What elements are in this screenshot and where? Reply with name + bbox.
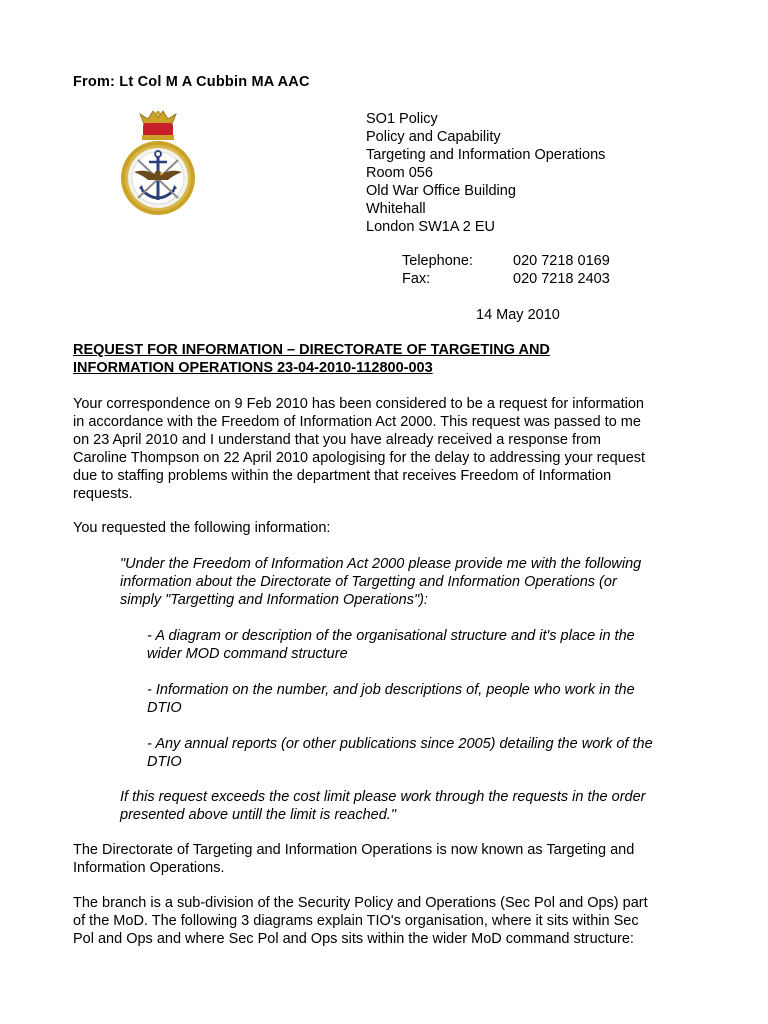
subject-heading [73,341,633,377]
address-line: Policy and Capability [366,129,501,145]
text-line: The Directorate of Targeting and Information Operations is now known as Targeting and [73,842,635,858]
telephone-row [402,252,610,270]
text-line: If this request exceeds the cost limit please work through the requests in the order [120,789,646,805]
text-line: of the MoD. The following 3 diagrams explain TIO's organisation, where it sits within Sec [73,913,639,929]
address-line: Room 056 [366,165,433,181]
from-line: From: Lt Col M A Cubbin MA AAC [73,74,310,90]
paragraph-branch [73,894,703,948]
text-line: presented above untill the limit is reached." [120,807,396,823]
fax-value: 020 7218 2403 [513,271,610,287]
quote-end [120,788,710,824]
text-line: - Information on the number, and job descriptions of, people who work in the [147,682,635,698]
address-line: SO1 Policy [366,111,438,127]
text-line: in accordance with the Freedom of Information Act 2000. This request was passed to me [73,414,641,430]
quote-bullet-2 [147,681,707,717]
text-line: simply "Targetting and Information Operations"): [120,592,428,608]
text-line: The branch is a sub-division of the Security Policy and Operations (Sec Pol and Ops) part [73,895,648,911]
text-line: "Under the Freedom of Information Act 2000 please provide me with the following [120,556,642,572]
address-line: Whitehall [366,201,426,217]
telephone-label: Telephone: [402,253,473,269]
quote-bullet-3 [147,735,707,771]
text-line: requests. [73,486,133,502]
quote-intro [120,555,710,609]
paragraph-renamed [73,841,703,877]
text-line: information about the Directorate of Targetting and Information Operations (or [120,574,617,590]
contact-block [402,252,610,288]
sender-address [366,110,605,236]
telephone-value: 020 7218 0169 [513,253,610,269]
paragraph-intro [73,395,703,503]
text-line: due to staffing problems within the department that receives Freedom of Information [73,468,612,484]
text-line: wider MOD command structure [147,646,348,662]
address-line: Targeting and Information Operations [366,147,606,163]
quote-bullet-1 [147,627,707,663]
text-line: - Any annual reports (or other publications since 2005) detailing the work of the [147,736,653,752]
mod-crest-icon [116,110,200,218]
address-line: Old War Office Building [366,183,516,199]
text-line: Caroline Thompson on 22 April 2010 apologising for the delay to addressing your request [73,450,646,466]
text-line: DTIO [147,754,182,770]
letter-date: 14 May 2010 [476,307,560,323]
subject-line: INFORMATION OPERATIONS 23-04-2010-112800-003 [73,360,433,376]
text-line: Your correspondence on 9 Feb 2010 has been considered to be a request for information [73,396,644,412]
address-line: London SW1A 2 EU [366,219,495,235]
text-line: on 23 April 2010 and I understand that you have already received a response from [73,432,601,448]
subject-line: REQUEST FOR INFORMATION – DIRECTORATE OF TARGETING AND [73,342,550,358]
text-line: Information Operations. [73,860,225,876]
text-line: DTIO [147,700,182,716]
text-line: - A diagram or description of the organisational structure and it's place in the [147,628,635,644]
fax-row [402,270,610,288]
text-line: Pol and Ops and where Sec Pol and Ops sits within the wider MoD command structure: [73,931,634,947]
paragraph-requested: You requested the following information: [73,520,331,536]
fax-label: Fax: [402,271,431,287]
